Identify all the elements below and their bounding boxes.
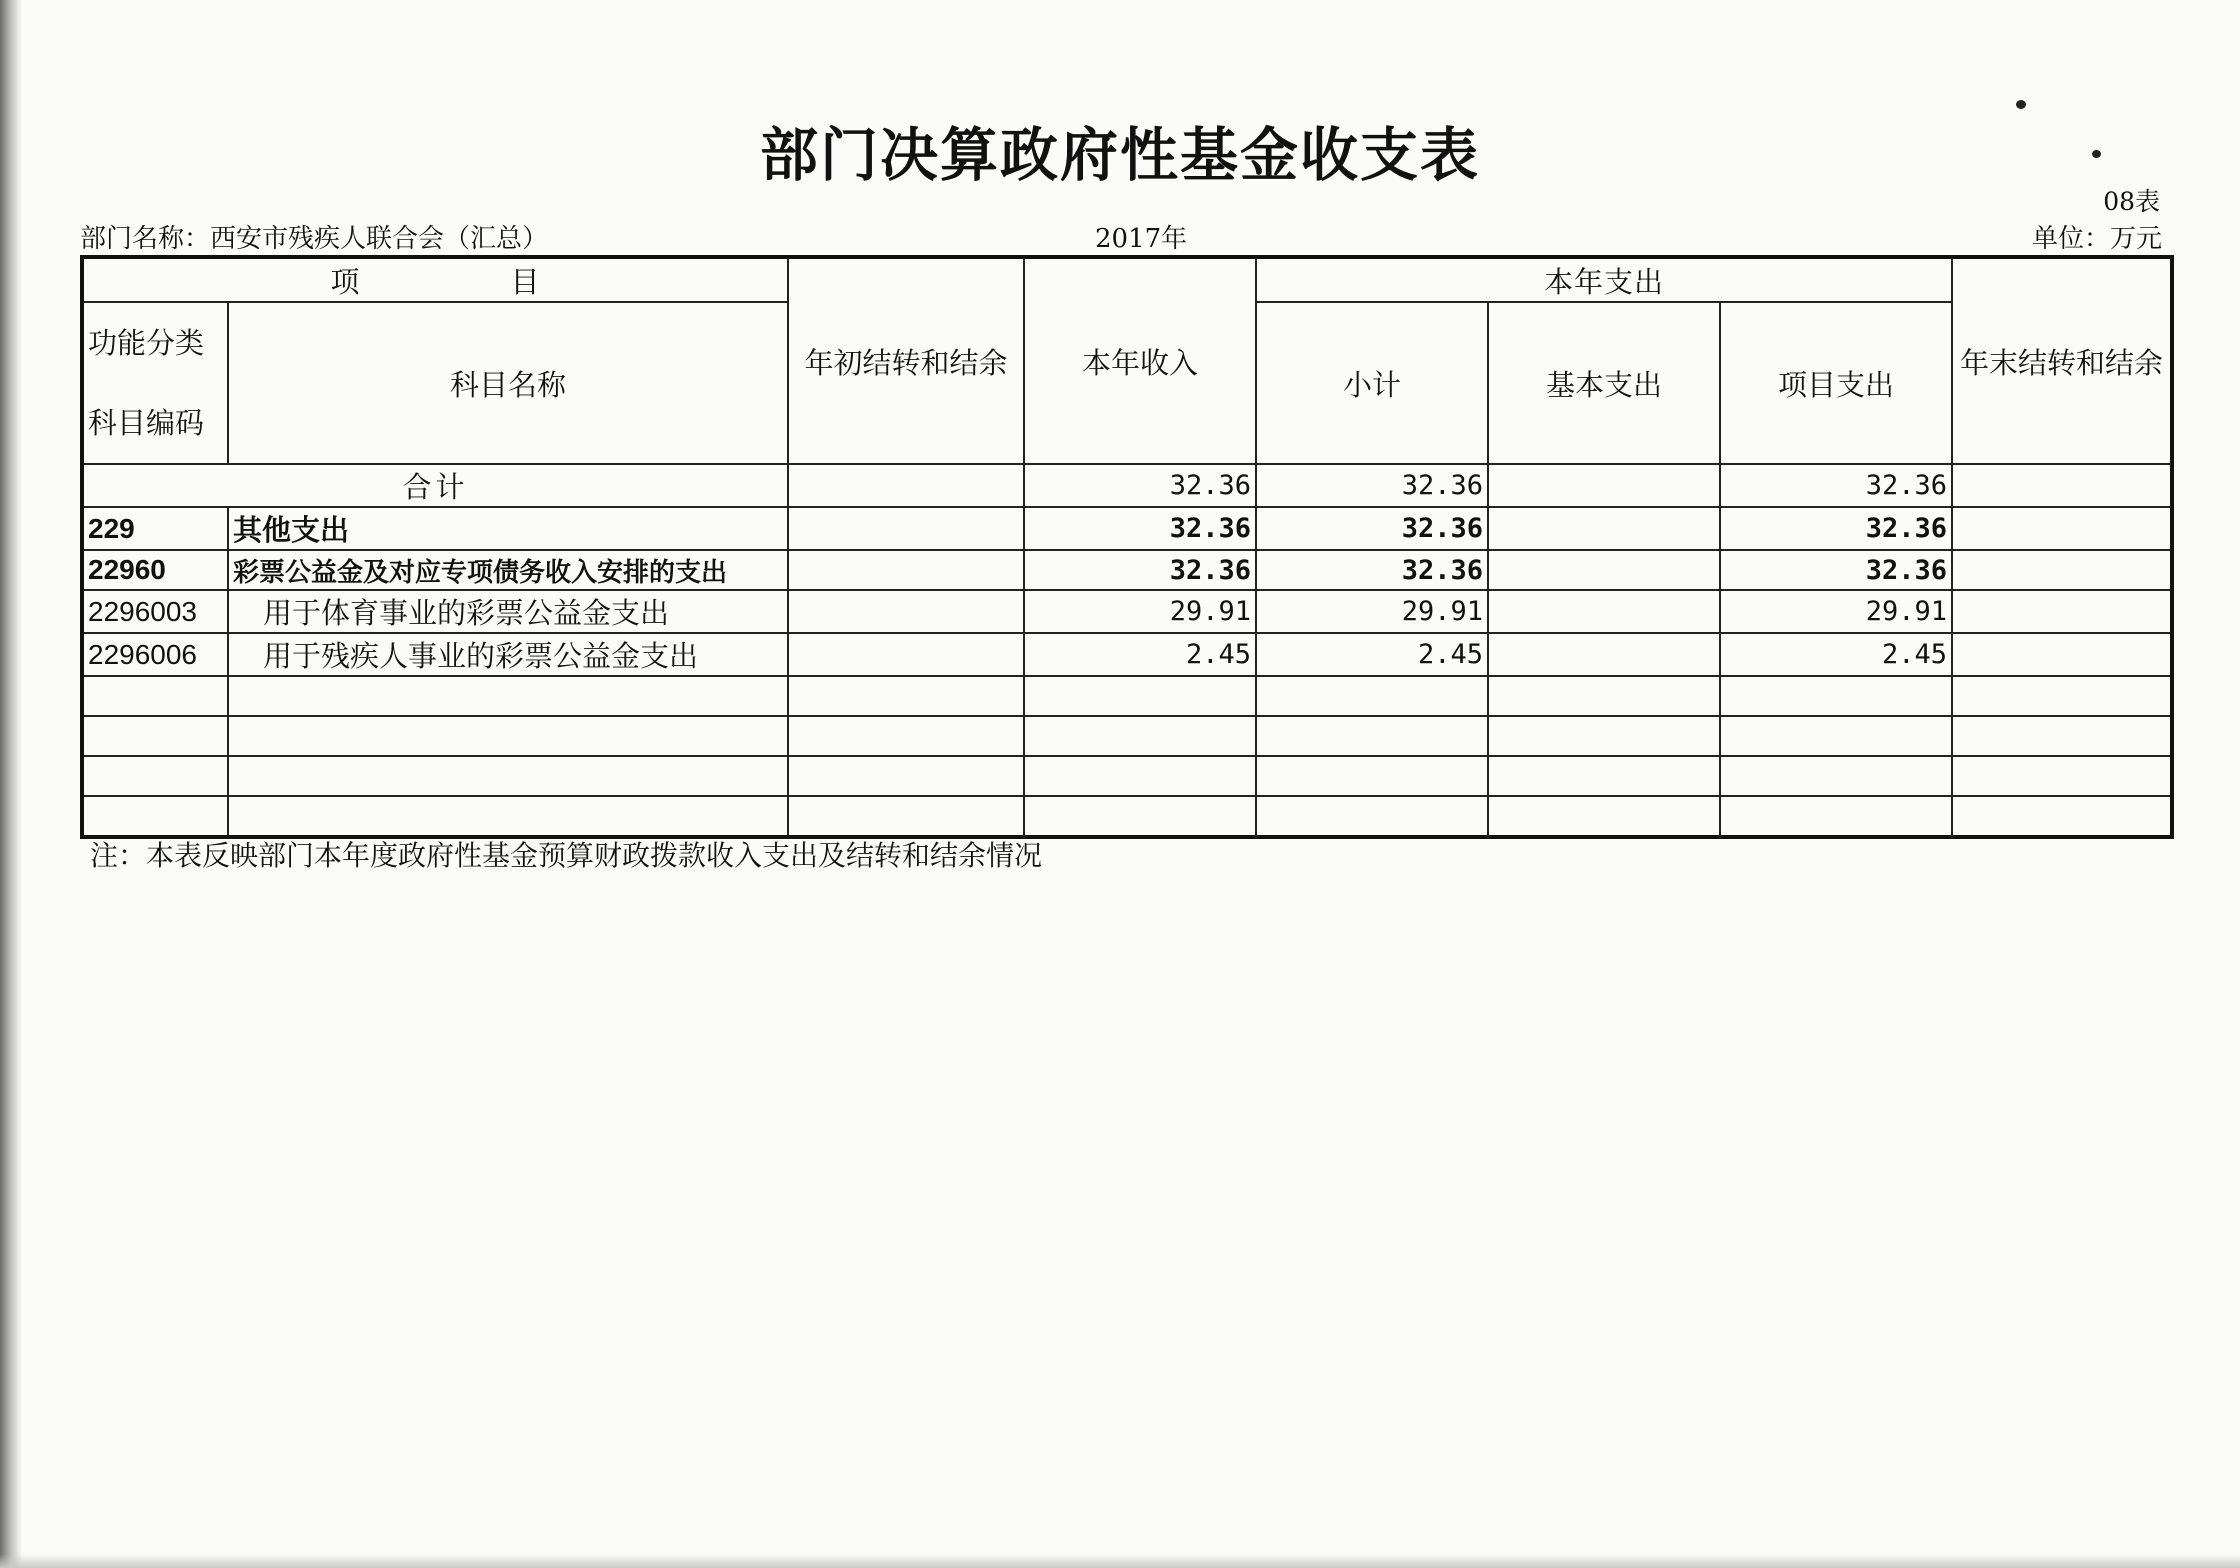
empty-cell (1720, 756, 1952, 796)
cell-opening (788, 507, 1024, 550)
cell-subtotal: 29.91 (1256, 590, 1488, 633)
empty-cell (228, 716, 788, 756)
header-basic-exp: 基本支出 (1488, 302, 1720, 464)
table-row (82, 507, 2172, 550)
cell-project: 32.36 (1720, 550, 1952, 590)
header-income: 本年收入 (1024, 257, 1256, 464)
header-subject-code: 科目编码 (88, 406, 205, 440)
table-row (82, 633, 2172, 676)
header-code (82, 302, 228, 464)
cell-opening (788, 633, 1024, 676)
empty-cell (1952, 796, 2172, 837)
header-opening-balance: 年初结转和结余 (788, 257, 1024, 464)
cell-code: 2296006 (82, 633, 228, 676)
empty-cell (1488, 756, 1720, 796)
cell-closing (1952, 590, 2172, 633)
department-name: 部门名称：西安市残疾人联合会（汇总） (80, 224, 549, 254)
cell-income: 29.91 (1024, 590, 1256, 633)
cell-opening (788, 464, 1024, 507)
empty-cell (82, 796, 228, 837)
table-row-empty (82, 676, 2172, 716)
header-subtotal: 小计 (1256, 302, 1488, 464)
page-title: 部门决算政府性基金收支表 (759, 121, 1480, 189)
table-row (82, 590, 2172, 633)
cell-basic (1488, 550, 1720, 590)
footnote: 注：本表反映部门本年度政府性基金预算财政拨款收入支出及结转和结余情况 (90, 839, 1043, 872)
empty-cell (82, 756, 228, 796)
cell-closing (1952, 633, 2172, 676)
empty-cell (1952, 756, 2172, 796)
header-project-right: 目 (510, 264, 541, 299)
cell-subtotal: 32.36 (1256, 507, 1488, 550)
cell-income: 32.36 (1024, 550, 1256, 590)
cell-income: 32.36 (1024, 507, 1256, 550)
cell-subtotal: 32.36 (1256, 464, 1488, 507)
cell-basic (1488, 507, 1720, 550)
header-project (82, 257, 788, 302)
cell-income: 32.36 (1024, 464, 1256, 507)
empty-cell (1256, 756, 1488, 796)
fund-table (80, 255, 2174, 839)
cell-closing (1952, 507, 2172, 550)
cell-name: 彩票公益金及对应专项债务收入安排的支出 (228, 550, 788, 590)
header-func-class: 功能分类 (88, 326, 205, 360)
empty-cell (1256, 676, 1488, 716)
table-row-total (82, 464, 2172, 507)
cell-code: 22960 (82, 550, 228, 590)
empty-cell (788, 716, 1024, 756)
empty-cell (1488, 716, 1720, 756)
header-closing-balance: 年末结转和结余 (1952, 257, 2172, 464)
empty-cell (1256, 716, 1488, 756)
empty-cell (1024, 716, 1256, 756)
cell-project: 32.36 (1720, 507, 1952, 550)
empty-cell (228, 676, 788, 716)
cell-name: 用于残疾人事业的彩票公益金支出 (228, 633, 788, 676)
cell-basic (1488, 464, 1720, 507)
empty-cell (788, 796, 1024, 837)
cell-project: 29.91 (1720, 590, 1952, 633)
cell-name: 其他支出 (228, 507, 788, 550)
header-expenditure-group: 本年支出 (1256, 257, 1952, 302)
empty-cell (1720, 716, 1952, 756)
table-number: 08表 (2103, 187, 2160, 216)
scan-left-edge-shadow (0, 0, 22, 1568)
empty-cell (1720, 676, 1952, 716)
empty-cell (1488, 676, 1720, 716)
cell-code: 2296003 (82, 590, 228, 633)
cell-name: 用于体育事业的彩票公益金支出 (228, 590, 788, 633)
empty-cell (1488, 796, 1720, 837)
unit-label: 单位：万元 (2031, 224, 2162, 254)
empty-cell (788, 676, 1024, 716)
header-subject-name: 科目名称 (228, 302, 788, 464)
cell-project: 2.45 (1720, 633, 1952, 676)
cell-opening (788, 550, 1024, 590)
empty-cell (82, 676, 228, 716)
empty-cell (82, 716, 228, 756)
cell-closing (1952, 550, 2172, 590)
cell-basic (1488, 633, 1720, 676)
cell-closing (1952, 464, 2172, 507)
empty-cell (1024, 756, 1256, 796)
empty-cell (1256, 796, 1488, 837)
scan-bottom-edge-shadow (0, 1554, 2240, 1568)
table-row-empty (82, 716, 2172, 756)
cell-opening (788, 590, 1024, 633)
report-year: 2017年 (1095, 224, 1188, 254)
empty-cell (1720, 796, 1952, 837)
cell-subtotal: 32.36 (1256, 550, 1488, 590)
table-row-empty (82, 796, 2172, 837)
empty-cell (228, 756, 788, 796)
table-row (82, 550, 2172, 590)
cell-subtotal: 2.45 (1256, 633, 1488, 676)
cell-income: 2.45 (1024, 633, 1256, 676)
header-project-left: 项 (330, 264, 361, 299)
empty-cell (1952, 676, 2172, 716)
empty-cell (1024, 796, 1256, 837)
cell-basic (1488, 590, 1720, 633)
empty-cell (1952, 716, 2172, 756)
empty-cell (1024, 676, 1256, 716)
cell-project: 32.36 (1720, 464, 1952, 507)
total-label: 合计 (82, 464, 788, 507)
table-row-empty (82, 756, 2172, 796)
empty-cell (788, 756, 1024, 796)
empty-cell (228, 796, 788, 837)
cell-code: 229 (82, 507, 228, 550)
header-project-exp: 项目支出 (1720, 302, 1952, 464)
